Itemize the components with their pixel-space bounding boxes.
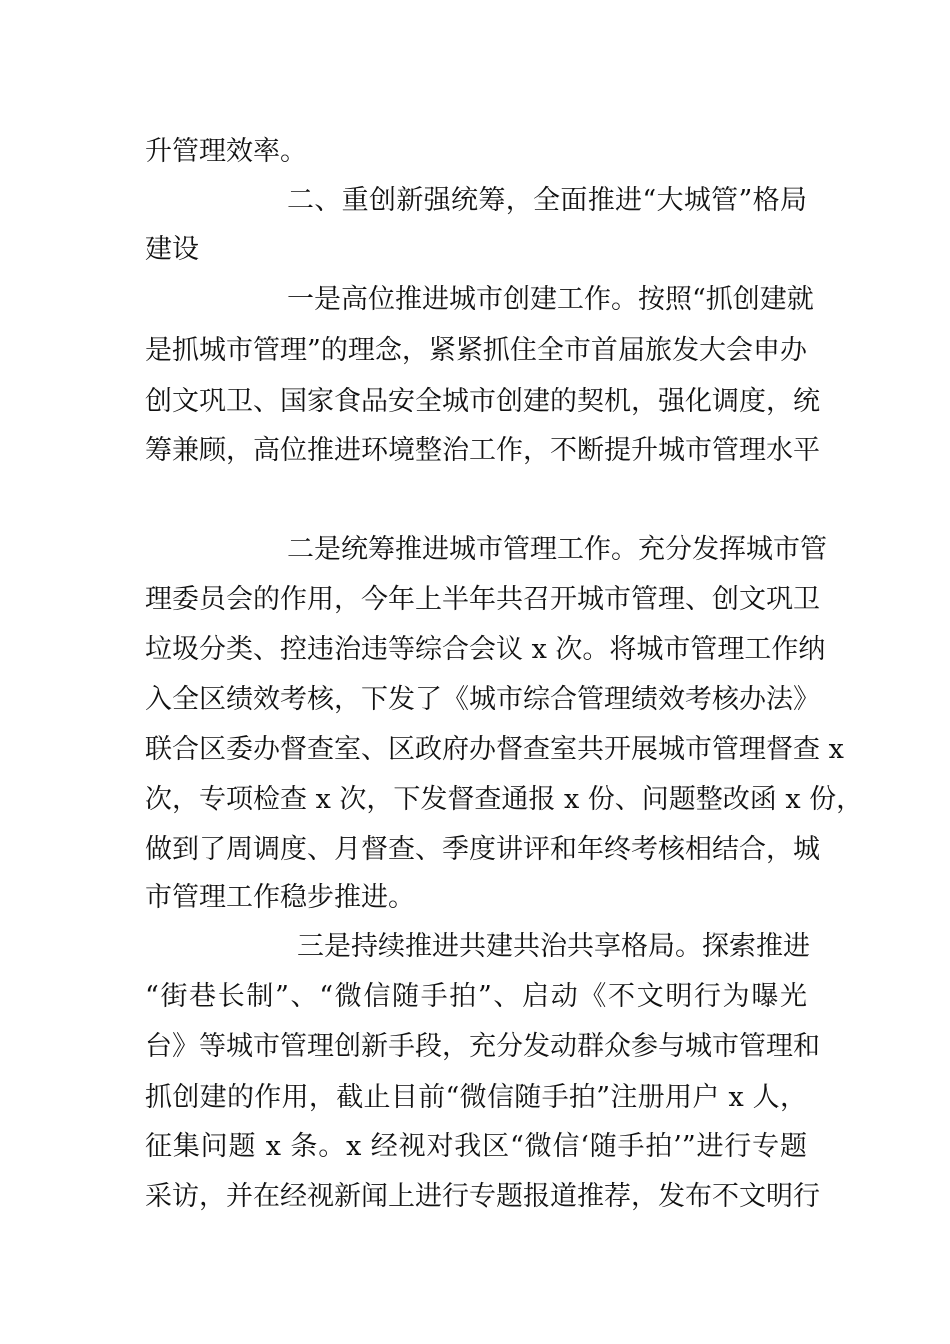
para-1-line-3: 创文巩卫、国家食品安全城市创建的契机，强化调度，统 <box>145 386 820 417</box>
para-3-line-5: 征集问题 x 条。x 经视对我区“微信‘随手拍’”进行专题 <box>145 1131 807 1162</box>
para-2-line-1: 二是统筹推进城市管理工作。充分发挥城市管 <box>287 534 827 565</box>
para-3-line-3: 台》等城市管理创新手段，充分发动群众参与城市管理和 <box>145 1031 820 1062</box>
para-2-line-3: 垃圾分类、控违治违等综合会议 x 次。将城市管理工作纳 <box>145 634 826 665</box>
para-3-line-1: 三是持续推进共建共治共享格局。探索推进 <box>297 931 810 962</box>
section-heading-2: 二、重创新强统筹，全面推进“大城管”格局 <box>287 185 807 216</box>
para-2-line-8: 市管理工作稳步推进。 <box>145 882 415 913</box>
para-3-line-4: 抓创建的作用，截止目前“微信随手拍”注册用户 x 人， <box>145 1082 807 1113</box>
text-line-1: 升管理效率。 <box>145 136 307 167</box>
para-3-line-6: 采访，并在经视新闻上进行专题报道推荐，发布不文明行 <box>145 1181 820 1212</box>
para-2-line-4: 入全区绩效考核，下发了《城市综合管理绩效考核办法》 <box>145 684 820 715</box>
para-3-line-2: “街巷长制”、“微信随手拍”、启动《不文明行为曝光 <box>145 981 807 1012</box>
para-2-line-7: 做到了周调度、月督查、季度讲评和年终考核相结合，城 <box>145 834 820 865</box>
section-heading-2-cont: 建设 <box>145 234 199 265</box>
para-1-line-4: 筹兼顾，高位推进环境整治工作，不断提升城市管理水平 <box>145 435 820 466</box>
para-2-line-6: 次，专项检查 x 次，下发督查通报 x 份、问题整改函 x 份， <box>145 784 864 815</box>
para-2-line-2: 理委员会的作用，今年上半年共召开城市管理、创文巩卫 <box>145 584 820 615</box>
para-1-line-1: 一是高位推进城市创建工作。按照“抓创建就 <box>287 284 814 315</box>
para-2-line-5: 联合区委办督查室、区政府办督查室共开展城市管理督查 x <box>145 734 844 765</box>
para-1-line-2: 是抓城市管理”的理念，紧紧抓住全市首届旅发大会申办 <box>145 335 807 366</box>
